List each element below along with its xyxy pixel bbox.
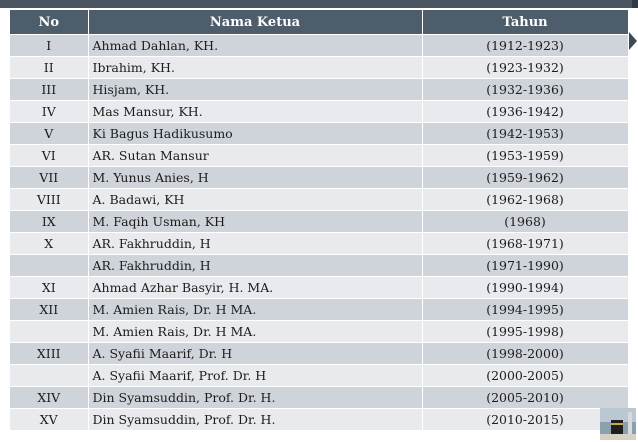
cell-year: (1912-1923) (422, 35, 628, 57)
cell-no: II (10, 57, 88, 79)
cell-no: XIII (10, 343, 88, 365)
cell-name: M. Amien Rais, Dr. H MA. (88, 299, 422, 321)
cell-year: (1962-1968) (422, 189, 628, 211)
table-row (10, 233, 628, 255)
cell-no: V (10, 123, 88, 145)
table-row (10, 409, 628, 431)
cell-year: (2010-2015) (422, 409, 628, 431)
column-header-year: Tahun (422, 10, 628, 35)
table-row (10, 299, 628, 321)
cell-no: I (10, 35, 88, 57)
cell-year: (1936-1942) (422, 101, 628, 123)
cell-no: X (10, 233, 88, 255)
cell-name: Din Syamsuddin, Prof. Dr. H. (88, 387, 422, 409)
cell-name: AR. Fakhruddin, H (88, 233, 422, 255)
logo-kaaba-band (611, 423, 623, 425)
cell-name: A. Syafii Maarif, Dr. H (88, 343, 422, 365)
cell-name: AR. Fakhruddin, H (88, 255, 422, 277)
cell-year: (1932-1936) (422, 79, 628, 101)
cell-no: IV (10, 101, 88, 123)
cell-no: VIII (10, 189, 88, 211)
cell-name: AR. Sutan Mansur (88, 145, 422, 167)
table-row (10, 387, 628, 409)
cell-no: XI (10, 277, 88, 299)
cell-year: (1968-1971) (422, 233, 628, 255)
table-row (10, 277, 628, 299)
cell-name: Ibrahim, KH. (88, 57, 422, 79)
cell-year: (1995-1998) (422, 321, 628, 343)
cell-name: A. Badawi, KH (88, 189, 422, 211)
cell-no (10, 365, 88, 387)
cell-no: XV (10, 409, 88, 431)
table-row (10, 255, 628, 277)
table-row (10, 189, 628, 211)
column-header-name: Nama Ketua (88, 10, 422, 35)
cell-name: A. Syafii Maarif, Prof. Dr. H (88, 365, 422, 387)
cell-year: (1968) (422, 211, 628, 233)
cell-year: (1994-1995) (422, 299, 628, 321)
cell-year: (1923-1932) (422, 57, 628, 79)
leaders-table (10, 10, 629, 431)
cell-no: XIV (10, 387, 88, 409)
table-row (10, 79, 628, 101)
cell-no: VI (10, 145, 88, 167)
cell-name: M. Faqih Usman, KH (88, 211, 422, 233)
top-bar (0, 0, 638, 8)
cell-no: IX (10, 211, 88, 233)
cell-no: XII (10, 299, 88, 321)
table-row (10, 35, 628, 57)
cell-year: (1990-1994) (422, 277, 628, 299)
cell-no (10, 255, 88, 277)
column-header-no: No (10, 10, 88, 35)
cell-name: Ki Bagus Hadikusumo (88, 123, 422, 145)
table-row (10, 211, 628, 233)
cell-name: Ahmad Azhar Basyir, H. MA. (88, 277, 422, 299)
cell-name: Ahmad Dahlan, KH. (88, 35, 422, 57)
table-header-row (10, 10, 628, 35)
table-row (10, 167, 628, 189)
cell-year: (2005-2010) (422, 387, 628, 409)
cell-name: Hisjam, KH. (88, 79, 422, 101)
triangle-right-icon (629, 32, 637, 50)
cell-year: (1998-2000) (422, 343, 628, 365)
table-row (10, 145, 628, 167)
top-bar-accent (632, 0, 638, 8)
cell-year: (1942-1953) (422, 123, 628, 145)
cell-year: (2000-2005) (422, 365, 628, 387)
cell-name: M. Amien Rais, Dr. H MA. (88, 321, 422, 343)
cell-name: M. Yunus Anies, H (88, 167, 422, 189)
kaaba-mecca-icon (600, 408, 636, 440)
cell-year: (1971-1990) (422, 255, 628, 277)
cell-no: III (10, 79, 88, 101)
table-row (10, 57, 628, 79)
table-row (10, 321, 628, 343)
cell-name: Mas Mansur, KH. (88, 101, 422, 123)
cell-year: (1959-1962) (422, 167, 628, 189)
cell-no (10, 321, 88, 343)
logo-ground (600, 434, 636, 440)
logo-tower (628, 412, 632, 434)
cell-year: (1953-1959) (422, 145, 628, 167)
table-row (10, 123, 628, 145)
cell-name: Din Syamsuddin, Prof. Dr. H. (88, 409, 422, 431)
cell-no: VII (10, 167, 88, 189)
table-row (10, 365, 628, 387)
table-row (10, 343, 628, 365)
table-row (10, 101, 628, 123)
